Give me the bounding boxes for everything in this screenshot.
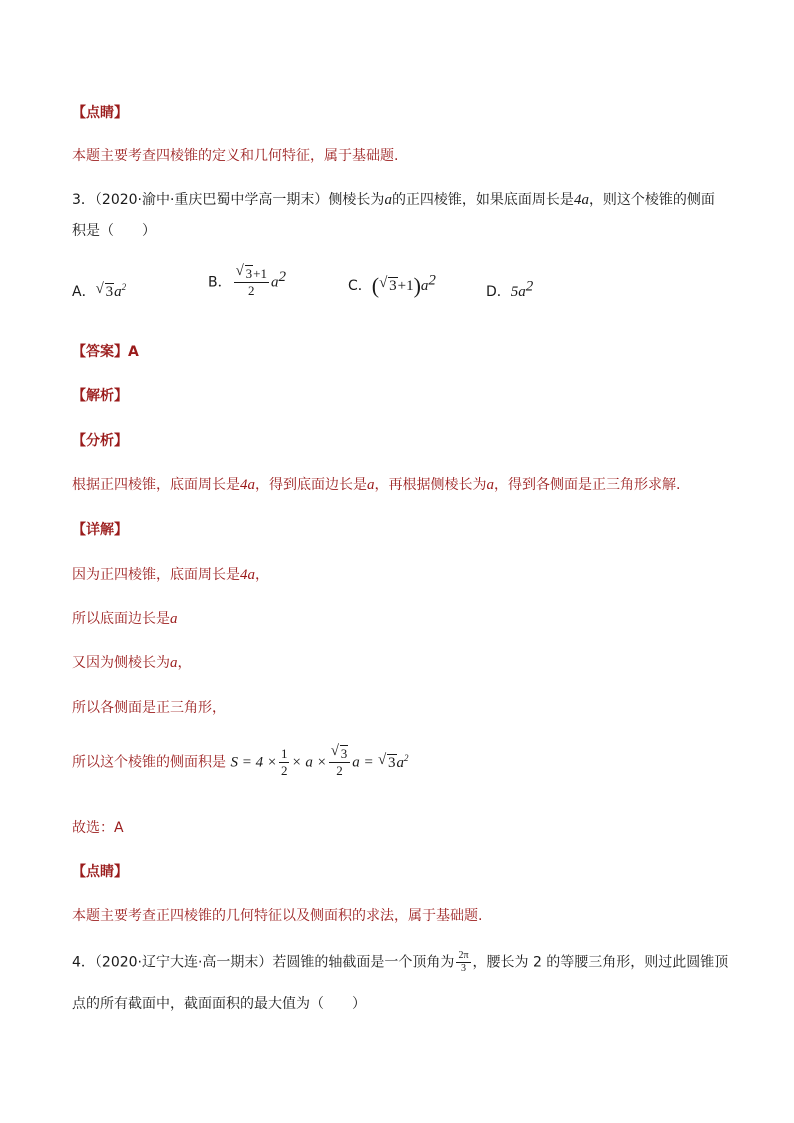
option-c-rest: +1 bbox=[397, 278, 414, 294]
detail-line-3 bbox=[72, 653, 192, 673]
analysis-var-2: a bbox=[367, 477, 375, 493]
question-4-line-2: 点的所有截面中，截面面积的最大值为（ ） bbox=[72, 996, 366, 1012]
formula-f2-radicand: 3 bbox=[340, 746, 348, 761]
formula-eq: a = bbox=[352, 754, 374, 771]
option-b-var: a bbox=[270, 274, 279, 291]
formula-result-var: a bbox=[396, 754, 405, 771]
option-c-exp: 2 bbox=[428, 272, 436, 289]
analysis-text bbox=[72, 475, 680, 495]
detail-line-4: 所以各侧面是正三角形， bbox=[72, 700, 226, 716]
formula-f2-den: 2 bbox=[336, 763, 343, 778]
formula-result-exp: 2 bbox=[404, 752, 409, 763]
q3-tail: ，则这个棱锥的侧面 bbox=[588, 192, 715, 208]
analysis-var-3: a bbox=[486, 477, 494, 493]
option-b-radicand: 3 bbox=[245, 266, 253, 281]
answer-line: 【答案】A bbox=[72, 344, 139, 360]
heading-dianjing-2: 【点睛】 bbox=[72, 864, 128, 880]
formula-fraction-2: √ 3 2 bbox=[329, 746, 351, 779]
detail-3-var: a bbox=[170, 655, 178, 671]
heading-xiangjie: 【详解】 bbox=[72, 522, 128, 538]
detail-1-text: 因为正四棱锥，底面周长是 bbox=[72, 567, 240, 583]
detail-2-text: 所以底面边长是 bbox=[72, 611, 170, 627]
final-choice: 故选：A bbox=[72, 820, 124, 836]
formula-s-part: S = 4 × bbox=[230, 754, 277, 771]
detail-1-end: ， bbox=[255, 567, 269, 583]
option-b bbox=[208, 263, 286, 299]
option-b-exp: 2 bbox=[278, 268, 286, 285]
formula-f1-den: 2 bbox=[280, 763, 288, 778]
heading-jiexi: 【解析】 bbox=[72, 388, 128, 404]
detail-2-var: a bbox=[170, 611, 178, 627]
q4-frac-num: 2π bbox=[458, 950, 469, 961]
summary-text: 本题主要考查四棱锥的定义和几何特征，属于基础题. bbox=[72, 148, 399, 164]
heading-dianjing: 【点睛】 bbox=[72, 105, 128, 121]
detail-line-2 bbox=[72, 609, 178, 629]
option-c-close-paren: ) bbox=[413, 273, 421, 298]
formula-f1-num: 1 bbox=[280, 746, 288, 761]
formula-fraction-1 bbox=[279, 746, 290, 779]
option-a-radicand: 3 bbox=[105, 284, 114, 300]
q3-var-a: a bbox=[384, 192, 392, 208]
detail-3-end: ， bbox=[177, 655, 192, 671]
formula-result-radicand: 3 bbox=[388, 754, 396, 771]
q3-mid: 的正四棱锥，如果底面周长是 bbox=[391, 192, 574, 208]
option-c-label: C． bbox=[348, 278, 372, 294]
q4-tail: ，腰长为 2 的等腰三角形，则过此圆锥顶 bbox=[472, 954, 729, 971]
heading-fenxi: 【分析】 bbox=[72, 433, 128, 449]
q3-perimeter: 4a bbox=[573, 192, 589, 208]
option-d bbox=[486, 278, 534, 302]
option-b-den: 2 bbox=[248, 283, 255, 298]
question-3-line-2: 积是（ ） bbox=[72, 223, 156, 239]
option-d-expr: 5a bbox=[510, 284, 526, 300]
analysis-part-2: ，得到底面边长是 bbox=[255, 477, 367, 493]
option-c-var: a bbox=[420, 278, 429, 294]
options-row bbox=[72, 263, 592, 318]
option-a-label: A． bbox=[72, 284, 96, 300]
q3-prefix: 3．（2020·渝中·重庆巴蜀中学高一期末）侧棱长为 bbox=[72, 192, 385, 208]
analysis-part-1: 根据正四棱锥，底面周长是 bbox=[72, 477, 240, 493]
option-a bbox=[72, 282, 126, 302]
option-a-var: a bbox=[114, 284, 122, 300]
analysis-part-3: ，再根据侧棱长为 bbox=[374, 477, 487, 493]
question-3-line-1 bbox=[72, 190, 715, 210]
option-d-exp: 2 bbox=[525, 278, 534, 295]
option-b-label: B． bbox=[208, 274, 232, 291]
detail-5-text: 所以这个棱锥的侧面积是 bbox=[72, 754, 226, 771]
q4-prefix: 4．（2020·辽宁大连·高一期末）若圆锥的轴截面是一个顶角为 bbox=[72, 954, 455, 971]
sqrt-symbol: √ 3 bbox=[95, 281, 114, 300]
option-c-open-paren: ( bbox=[371, 273, 380, 298]
formula-result: √ $3a^2$ bbox=[378, 751, 409, 771]
q4-fraction bbox=[456, 950, 470, 975]
q4-frac-den: 3 bbox=[460, 963, 466, 974]
detail-3-text: 又因为侧棱长为 bbox=[72, 655, 170, 671]
option-a-exp: 2 bbox=[121, 282, 127, 292]
detail-line-5 bbox=[72, 743, 409, 786]
formula-mid: × a × bbox=[291, 754, 327, 771]
option-c: C．( √ $3+1)a^2$ bbox=[348, 272, 436, 298]
analysis-part-4: ，得到各侧面是正三角形求解. bbox=[494, 477, 681, 493]
option-b-num-rest: +1 bbox=[253, 266, 267, 281]
option-d-label: D． bbox=[486, 284, 511, 300]
analysis-var-1: 4a bbox=[240, 477, 255, 493]
summary-text-2: 本题主要考查正四棱锥的几何特征以及侧面积的求法，属于基础题. bbox=[72, 908, 483, 924]
detail-line-1 bbox=[72, 565, 269, 585]
question-4-line-1 bbox=[72, 950, 728, 982]
option-b-fraction: √ 3+1 2 bbox=[235, 263, 267, 298]
detail-1-var: 4a bbox=[240, 567, 255, 583]
option-c-radicand: 3 bbox=[389, 278, 397, 294]
